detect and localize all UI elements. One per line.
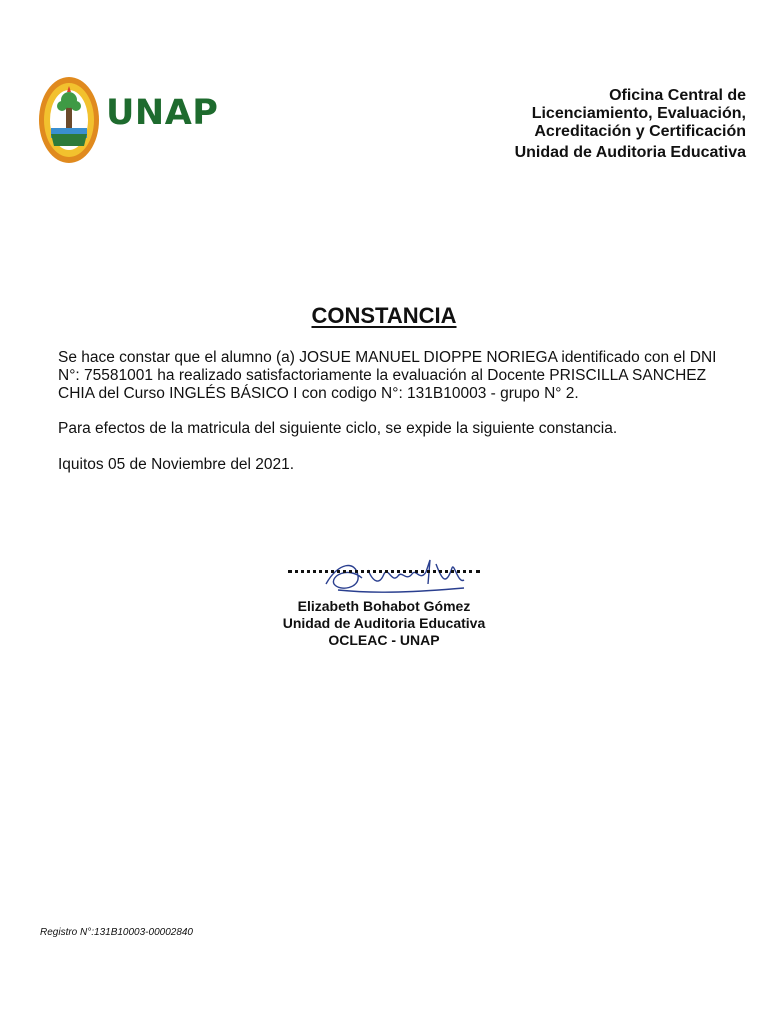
unap-brand-text: UNAP	[106, 93, 219, 133]
signature-block	[0, 552, 768, 652]
signer-unit: Unidad de Auditoria Educativa	[282, 615, 486, 631]
office-line: Acreditación y Certificación	[534, 123, 746, 140]
certificate-paragraph: Se hace constar que el alumno (a) JOSUE MANUEL DIOPPE NORIEGA identificado con el DNI N°: 75581001 ha realizado satisfactoriamente la evaluación al Docente PRISCILLA SANCHEZ CHIA del Curso INGLÉS BÁSICO I con codigo N°: 131B10003 - grupo N° 2.	[58, 349, 717, 402]
office-line: Oficina Central de	[609, 87, 746, 104]
office-line: Licenciamiento, Evaluación,	[531, 105, 746, 122]
date-line: Iquitos 05 de Noviembre del 2021.	[58, 456, 295, 473]
signer-name: Elizabeth Bohabot Gómez	[297, 598, 471, 614]
signature-line	[288, 570, 480, 573]
document-title: CONSTANCIA	[311, 303, 457, 328]
signer-org: OCLEAC - UNAP	[328, 632, 440, 648]
signer-info	[0, 598, 768, 649]
handwritten-signature	[318, 554, 468, 598]
unap-logo	[38, 76, 228, 166]
purpose-paragraph: Para efectos de la matricula del siguiente ciclo, se expide la siguiente constancia.	[58, 420, 618, 437]
university-seal-icon	[38, 76, 100, 164]
registration-number: Registro N°:131B10003-00002840	[40, 927, 193, 938]
office-unit: Unidad de Auditoria Educativa	[514, 144, 746, 161]
office-header	[416, 87, 746, 162]
